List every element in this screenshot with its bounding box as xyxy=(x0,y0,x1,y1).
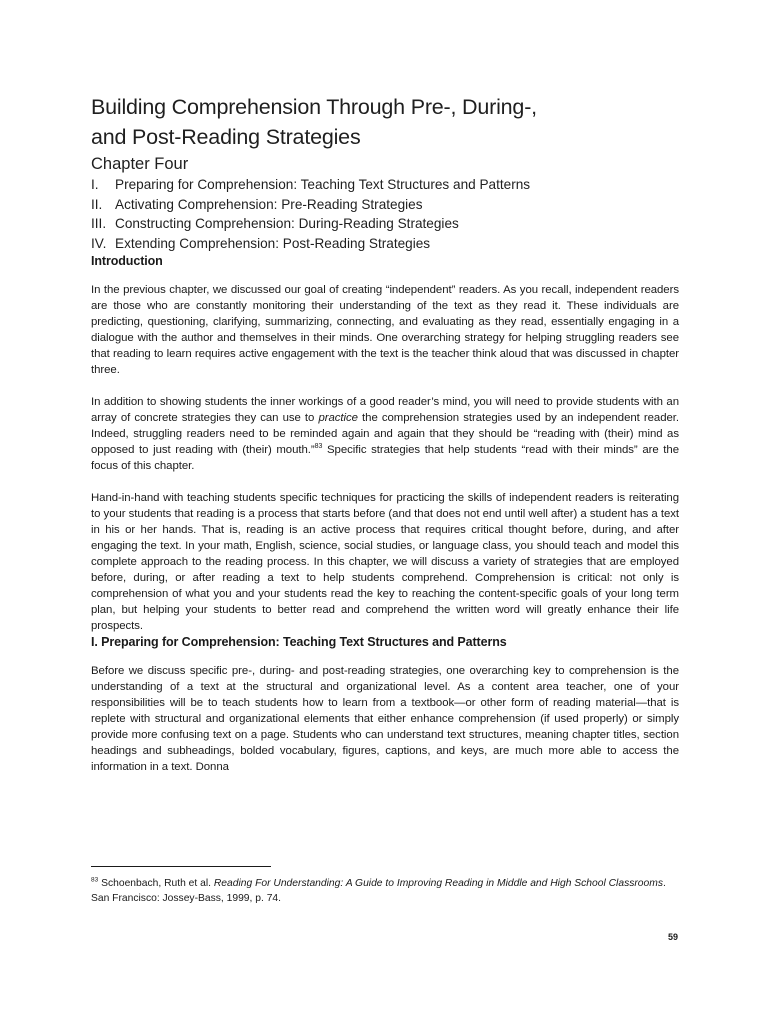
outline-item-number: I. xyxy=(91,177,99,192)
section-1-paragraph-1: Before we discuss specific pre-, during- and post-reading strategies, one overarching key to comprehension is the understanding of a text at the structural and organizational level. As a content area teacher, one of your responsibilities will be to teach students how to learn from a textbook—or other form of reading material—that is replete with structural and organizational elements that either enhance comprehension (if used properly) or simply provide more confusing text on a page. Students who can understand text structures, meaning chapter titles, section headings and subheadings, bolded vocabulary, figures, captions, and keys, are much more able to access the information in a text. Donna xyxy=(91,665,679,773)
footnote-reference[interactable]: 83 xyxy=(314,443,323,451)
outline-item xyxy=(91,214,679,234)
document-title xyxy=(91,92,679,152)
introduction-heading: Introduction xyxy=(91,254,163,268)
introduction-paragraph-2: In addition to showing students the inner workings of a good reader’s mind, you will need to provide students with an array of concrete strategies they can use to practice the comprehension strategies used by an independent reader. Indeed, struggling readers need to be reminded again and again that they should be “reading with (their) mind as opposed to just reading with (their) mouth.”$^{83}$ Specific strategies that help students “read with their minds” are the focus of this chapter. xyxy=(91,396,679,472)
footnote-number: 83 xyxy=(91,876,99,884)
footnote: $^{83}$ Schoenbach, Ruth et al. Reading For Understanding: A Guide to Improving Reading in Middle and High School Classrooms. San Francisco: Jossey-Bass, 1999, p. 74. xyxy=(91,876,666,904)
page-number: 59 xyxy=(667,932,678,942)
outline-item xyxy=(91,234,679,254)
outline-item-text: Preparing for Comprehension: Teaching Text Structures and Patterns xyxy=(115,177,531,192)
introduction-paragraph-3: Hand-in-hand with teaching students specific techniques for practicing the skills of independent readers is reiterating to your students that reading is a process that starts before (and that does not end until well after) a student has a text in his or her hands. That is, reading is an active process that requires critical thought before, during, and after engaging the text. In your math, English, science, social studies, or language class, you should teach and model this complete approach to the reading process. In this chapter, we will discuss a variety of strategies that are employed before, during, or after reading a text to help students comprehend. Comprehension is critical: not only is comprehension of what you and your students read the key to reaching the content-specific goals of your long term plan, but helping your students to better read and comprehend the written word will greatly enhance their life prospects. xyxy=(91,492,679,632)
main-content xyxy=(91,92,679,775)
introduction-paragraph-1: In the previous chapter, we discussed our goal of creating “independent” readers. As you recall, independent readers are those who are constantly monitoring their understanding of the text as they read it. These individuals are predicting, questioning, clarifying, summarizing, connecting, and evaluating as they read, essentially engaging in a dialogue with the author and themselves in their minds. One overarching strategy for helping struggling readers see that reading to learn requires active engagement with the text is the teacher think aloud that was discussed in chapter three. xyxy=(91,284,679,376)
outline-item xyxy=(91,195,679,215)
outline-item-text: Constructing Comprehension: During-Reading Strategies xyxy=(115,216,459,231)
chapter-outline xyxy=(91,175,679,253)
chapter-label: Chapter Four xyxy=(91,155,189,173)
title-line-1: Building Comprehension Through Pre-, During-, xyxy=(91,95,537,119)
outline-item-number: IV. xyxy=(91,235,107,251)
outline-item-number: III. xyxy=(91,216,107,231)
title-line-2: and Post-Reading Strategies xyxy=(91,125,361,149)
outline-item xyxy=(91,175,679,195)
footnote-divider xyxy=(91,866,271,867)
outline-item-text: Activating Comprehension: Pre-Reading Strategies xyxy=(115,196,423,212)
footnote-book-title: Reading For Understanding: A Guide to Improving Reading in Middle and High School Classrooms xyxy=(213,878,663,889)
outline-item-number: II. xyxy=(91,196,103,212)
section-1-heading: I. Preparing for Comprehension: Teaching Text Structures and Patterns xyxy=(91,635,507,649)
emphasis-practice: practice xyxy=(318,412,358,424)
outline-item-text: Extending Comprehension: Post-Reading Strategies xyxy=(115,235,431,251)
